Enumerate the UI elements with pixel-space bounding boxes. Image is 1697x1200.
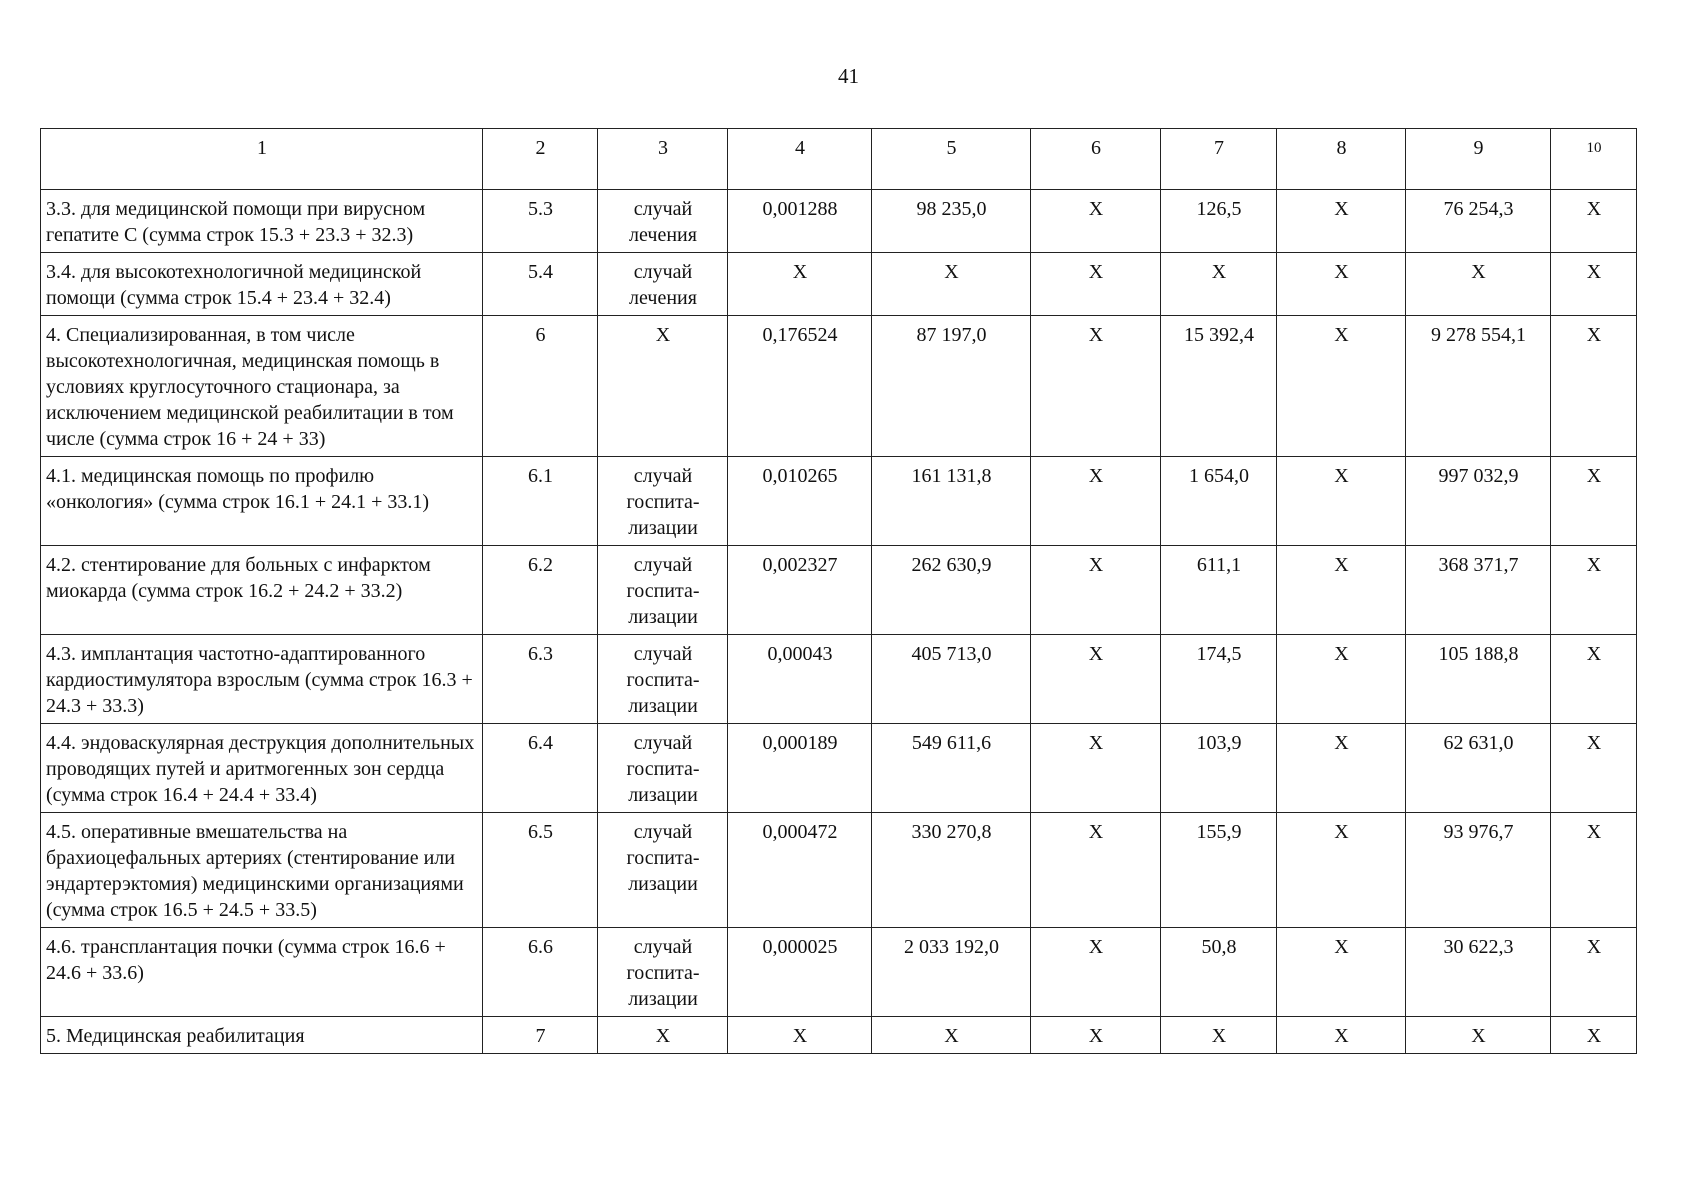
row-label-cell: 4.3. имплантация частотно-адаптированного кардиостимулятора взрослым (сумма строк 16.3 + 24.3 + 33.3): [41, 635, 483, 724]
table-cell: случай лечения: [598, 190, 728, 253]
table-cell: Х: [1031, 316, 1161, 457]
table-cell: Х: [1277, 724, 1406, 813]
table-cell: 87 197,0: [872, 316, 1031, 457]
table-cell: 62 631,0: [1406, 724, 1551, 813]
table-cell: Х: [1031, 813, 1161, 928]
table-body: [41, 190, 1637, 1054]
table-row: [41, 724, 1637, 813]
table-cell: Х: [1551, 928, 1637, 1017]
table-cell: случай госпита-лизации: [598, 928, 728, 1017]
table-cell: 262 630,9: [872, 546, 1031, 635]
column-header: 4: [728, 129, 872, 190]
table-cell: 30 622,3: [1406, 928, 1551, 1017]
table-cell: 103,9: [1161, 724, 1277, 813]
table-cell: Х: [1277, 928, 1406, 1017]
table-cell: 0,00043: [728, 635, 872, 724]
table-cell: Х: [1551, 316, 1637, 457]
page-number: 41: [838, 64, 859, 88]
table-cell: 50,8: [1161, 928, 1277, 1017]
table-cell: 6.2: [483, 546, 598, 635]
table-cell: 368 371,7: [1406, 546, 1551, 635]
table-row: [41, 635, 1637, 724]
table-row: [41, 928, 1637, 1017]
row-label-cell: 4.2. стентирование для больных с инфарктом миокарда (сумма строк 16.2 + 24.2 + 33.2): [41, 546, 483, 635]
table-cell: Х: [1277, 457, 1406, 546]
table-cell: Х: [1551, 457, 1637, 546]
header-row: [41, 129, 1637, 190]
row-label-cell: 4.6. трансплантация почки (сумма строк 16.6 + 24.6 + 33.6): [41, 928, 483, 1017]
row-label-cell: 4.4. эндоваскулярная деструкция дополнительных проводящих путей и аритмогенных зон сердца (сумма строк 16.4 + 24.4 + 33.4): [41, 724, 483, 813]
table-cell: Х: [872, 1017, 1031, 1054]
table-cell: Х: [1031, 724, 1161, 813]
row-label-cell: 5. Медицинская реабилитация: [41, 1017, 483, 1054]
table-cell: 997 032,9: [1406, 457, 1551, 546]
table-row: [41, 1017, 1637, 1054]
table-cell: 6.6: [483, 928, 598, 1017]
table-cell: 9 278 554,1: [1406, 316, 1551, 457]
row-label-cell: 3.3. для медицинской помощи при вирусном гепатите С (сумма строк 15.3 + 23.3 + 32.3): [41, 190, 483, 253]
table-cell: 0,010265: [728, 457, 872, 546]
column-header: 5: [872, 129, 1031, 190]
table-cell: случай лечения: [598, 253, 728, 316]
table-cell: случай госпита-лизации: [598, 635, 728, 724]
table-cell: 0,176524: [728, 316, 872, 457]
table-cell: Х: [598, 1017, 728, 1054]
table-cell: Х: [872, 253, 1031, 316]
table-cell: случай госпита-лизации: [598, 813, 728, 928]
table-cell: Х: [1031, 928, 1161, 1017]
table-cell: 126,5: [1161, 190, 1277, 253]
table-cell: 330 270,8: [872, 813, 1031, 928]
table-cell: Х: [1161, 253, 1277, 316]
table-row: [41, 546, 1637, 635]
table-cell: Х: [1406, 253, 1551, 316]
row-label-cell: 4.5. оперативные вмешательства на брахиоцефальных артериях (стентирование или эндартерэктомия) медицинскими организациями (сумма строк 16.5 + 24.5 + 33.5): [41, 813, 483, 928]
table-cell: 549 611,6: [872, 724, 1031, 813]
table-cell: Х: [1277, 813, 1406, 928]
table-cell: 7: [483, 1017, 598, 1054]
table-cell: 6.3: [483, 635, 598, 724]
table-cell: Х: [1031, 546, 1161, 635]
column-header: 8: [1277, 129, 1406, 190]
table-cell: Х: [1551, 724, 1637, 813]
table-cell: Х: [1277, 190, 1406, 253]
table-cell: 611,1: [1161, 546, 1277, 635]
table-cell: Х: [1031, 635, 1161, 724]
table-cell: Х: [1031, 190, 1161, 253]
table-cell: Х: [1277, 253, 1406, 316]
table-cell: Х: [728, 1017, 872, 1054]
table-cell: 5.3: [483, 190, 598, 253]
column-header: 2: [483, 129, 598, 190]
column-header: 1: [41, 129, 483, 190]
table-cell: 1 654,0: [1161, 457, 1277, 546]
table-cell: случай госпита-лизации: [598, 457, 728, 546]
table-cell: Х: [1277, 1017, 1406, 1054]
row-label-cell: 4.1. медицинская помощь по профилю «онкология» (сумма строк 16.1 + 24.1 + 33.1): [41, 457, 483, 546]
table-cell: 5.4: [483, 253, 598, 316]
table-cell: 155,9: [1161, 813, 1277, 928]
table-cell: Х: [1031, 253, 1161, 316]
table-cell: 0,000025: [728, 928, 872, 1017]
table-cell: 0,001288: [728, 190, 872, 253]
table-cell: Х: [1551, 253, 1637, 316]
table-cell: Х: [1551, 635, 1637, 724]
table-cell: 93 976,7: [1406, 813, 1551, 928]
table-cell: 6.5: [483, 813, 598, 928]
table-cell: 105 188,8: [1406, 635, 1551, 724]
table-cell: 6: [483, 316, 598, 457]
table-cell: 6.4: [483, 724, 598, 813]
table-cell: Х: [1277, 546, 1406, 635]
table-cell: 405 713,0: [872, 635, 1031, 724]
table-cell: 161 131,8: [872, 457, 1031, 546]
table-cell: Х: [728, 253, 872, 316]
table-cell: случай госпита-лизации: [598, 546, 728, 635]
table-cell: 2 033 192,0: [872, 928, 1031, 1017]
table-cell: Х: [1551, 190, 1637, 253]
table-cell: Х: [1031, 1017, 1161, 1054]
column-header: 6: [1031, 129, 1161, 190]
table-cell: Х: [1161, 1017, 1277, 1054]
column-header: 10: [1551, 129, 1637, 190]
table-cell: 174,5: [1161, 635, 1277, 724]
table-cell: Х: [598, 316, 728, 457]
row-label-cell: 3.4. для высокотехнологичной медицинской помощи (сумма строк 15.4 + 23.4 + 32.4): [41, 253, 483, 316]
table-cell: Х: [1406, 1017, 1551, 1054]
table-row: [41, 457, 1637, 546]
table-row: [41, 813, 1637, 928]
data-table: [40, 128, 1637, 1054]
table-cell: 76 254,3: [1406, 190, 1551, 253]
table-cell: 0,002327: [728, 546, 872, 635]
table-row: [41, 253, 1637, 316]
table-cell: Х: [1551, 546, 1637, 635]
table-cell: 98 235,0: [872, 190, 1031, 253]
column-header: 3: [598, 129, 728, 190]
table-cell: Х: [1277, 635, 1406, 724]
column-header: 9: [1406, 129, 1551, 190]
row-label-cell: 4. Специализированная, в том числе высокотехнологичная, медицинская помощь в условиях круглосуточного стационара, за исключением медицинской реабилитации в том числе (сумма строк 16 + 24 + 33): [41, 316, 483, 457]
table-cell: Х: [1031, 457, 1161, 546]
table-cell: Х: [1551, 813, 1637, 928]
table-cell: случай госпита-лизации: [598, 724, 728, 813]
table-cell: 15 392,4: [1161, 316, 1277, 457]
table-cell: 6.1: [483, 457, 598, 546]
column-header: 7: [1161, 129, 1277, 190]
table-cell: Х: [1277, 316, 1406, 457]
table-cell: 0,000472: [728, 813, 872, 928]
table-cell: 0,000189: [728, 724, 872, 813]
table-cell: Х: [1551, 1017, 1637, 1054]
table-row: [41, 316, 1637, 457]
table-row: [41, 190, 1637, 253]
